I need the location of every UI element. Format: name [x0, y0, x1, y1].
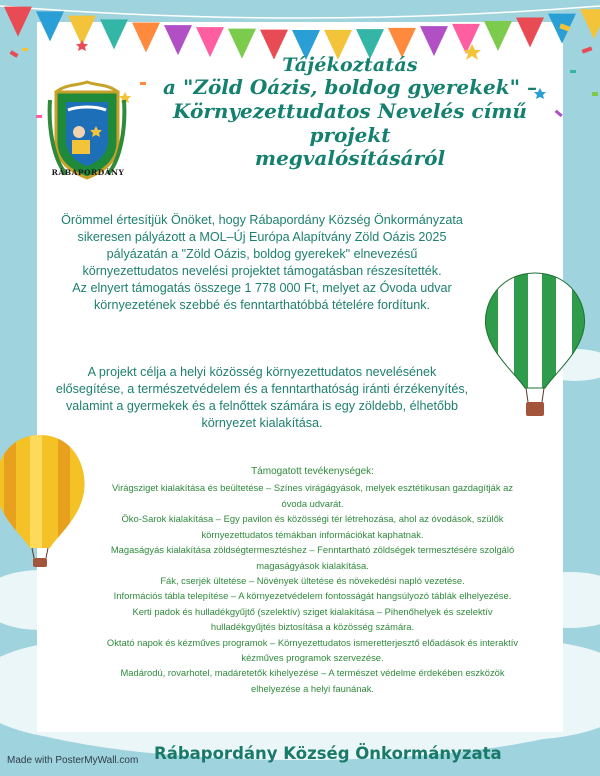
- emblem-label: RÁBAPORDÁNY: [51, 168, 125, 177]
- intro-line: környezettudatos nevelési projektet támogatásban részesítették.: [82, 264, 442, 279]
- activity-line: kézműves programok szervezése.: [241, 652, 384, 664]
- activity-line: Kerti padok és hulladékgyűjtő (szelektív) sziget kialakítása – Pihenőhelyek és szelektív: [132, 605, 493, 617]
- organization-name: Rábapordány Község Önkormányzata: [154, 744, 502, 763]
- title-line-4: megvalósításáról: [254, 146, 446, 171]
- hot-air-balloon-green: [480, 268, 590, 428]
- activity-line: elhelyezése a helyi faunának.: [250, 682, 374, 694]
- activity-line: Madárodú, rovarhotel, madáretetők kihelyezése – A természet védelme érdekében eszközök: [120, 667, 505, 679]
- activity-line: magaságyások kialakítása.: [256, 559, 369, 571]
- activity-line: környezettudatos témákban információkat kaphatnak.: [201, 528, 424, 540]
- activity-line: Virágsziget kialakítása és beültetése – Színes virágágyások, melyek esztétikusan gazdagítják az: [111, 482, 514, 494]
- made-with-credit: Made with PosterMyWall.com: [7, 755, 139, 766]
- poster-title: [140, 54, 560, 171]
- title-line-1: Tájékoztatás: [282, 54, 418, 76]
- intro-line: Örömmel értesítjük Önöket, hogy Rábapordány Község Önkormányzata: [61, 213, 463, 227]
- intro-line: pályázatán a "Zöld Oázis, boldog gyerekek" elnevezésű: [106, 247, 418, 262]
- activity-line: Magaságyás kialakítása zöldségtermesztéshez – Fenntartható zöldségek termesztésére szolgáló: [110, 544, 515, 556]
- intro-paragraph: [44, 212, 480, 314]
- intro-line: környezetének szebbé és fenntarthatóbbá tételére fordítunk.: [93, 298, 431, 313]
- activities-list: [70, 464, 555, 696]
- title-line-2: a "Zöld Oázis, boldog gyerekek" –: [163, 75, 537, 100]
- goal-line: környezet kialakítása.: [201, 416, 323, 431]
- activity-line: Öko-Sarok kialakítása – Egy pavilon és közösségi tér létrehozása, ahol az óvodások, szülők: [121, 513, 504, 525]
- intro-line: Az elnyert támogatás összege 1 778 000 Ft, melyet az Óvoda udvar: [72, 281, 452, 296]
- activities-heading: Támogatott tevékenységek:: [251, 466, 374, 477]
- activity-line: Fák, cserjék ültetése – Növények ültetése és növekedési napló vezetése.: [160, 574, 465, 586]
- goal-line: valamint a gyermekek és a felnőttek számára is egy zöldebb, élhetőbb: [65, 399, 459, 414]
- activity-line: óvoda udvarát.: [281, 497, 344, 509]
- goal-line: elősegítése, a természetvédelem és a fenntarthatóság iránti érzékenyítés,: [55, 382, 469, 397]
- activity-line: Oktató napok és kézműves programok – Környezettudatos ismeretterjesztő előadások és interaktív: [106, 636, 519, 648]
- activity-line: hulladékgyűjtés biztosítása a közösség számára.: [210, 621, 415, 633]
- title-line-3: Környezettudatos Nevelés című projekt: [173, 99, 527, 147]
- goal-line: A projekt célja a helyi közösség környezettudatos nevelésének: [87, 365, 437, 379]
- goal-paragraph: [44, 364, 480, 432]
- activity-line: Információs tábla telepítése – A környezetvédelem fontosságát hangsúlyozó táblák elhelyezése.: [113, 590, 512, 602]
- intro-line: sikeresen pályázott a MOL–Új Európa Alapítvány Zöld Oázis 2025: [77, 230, 447, 245]
